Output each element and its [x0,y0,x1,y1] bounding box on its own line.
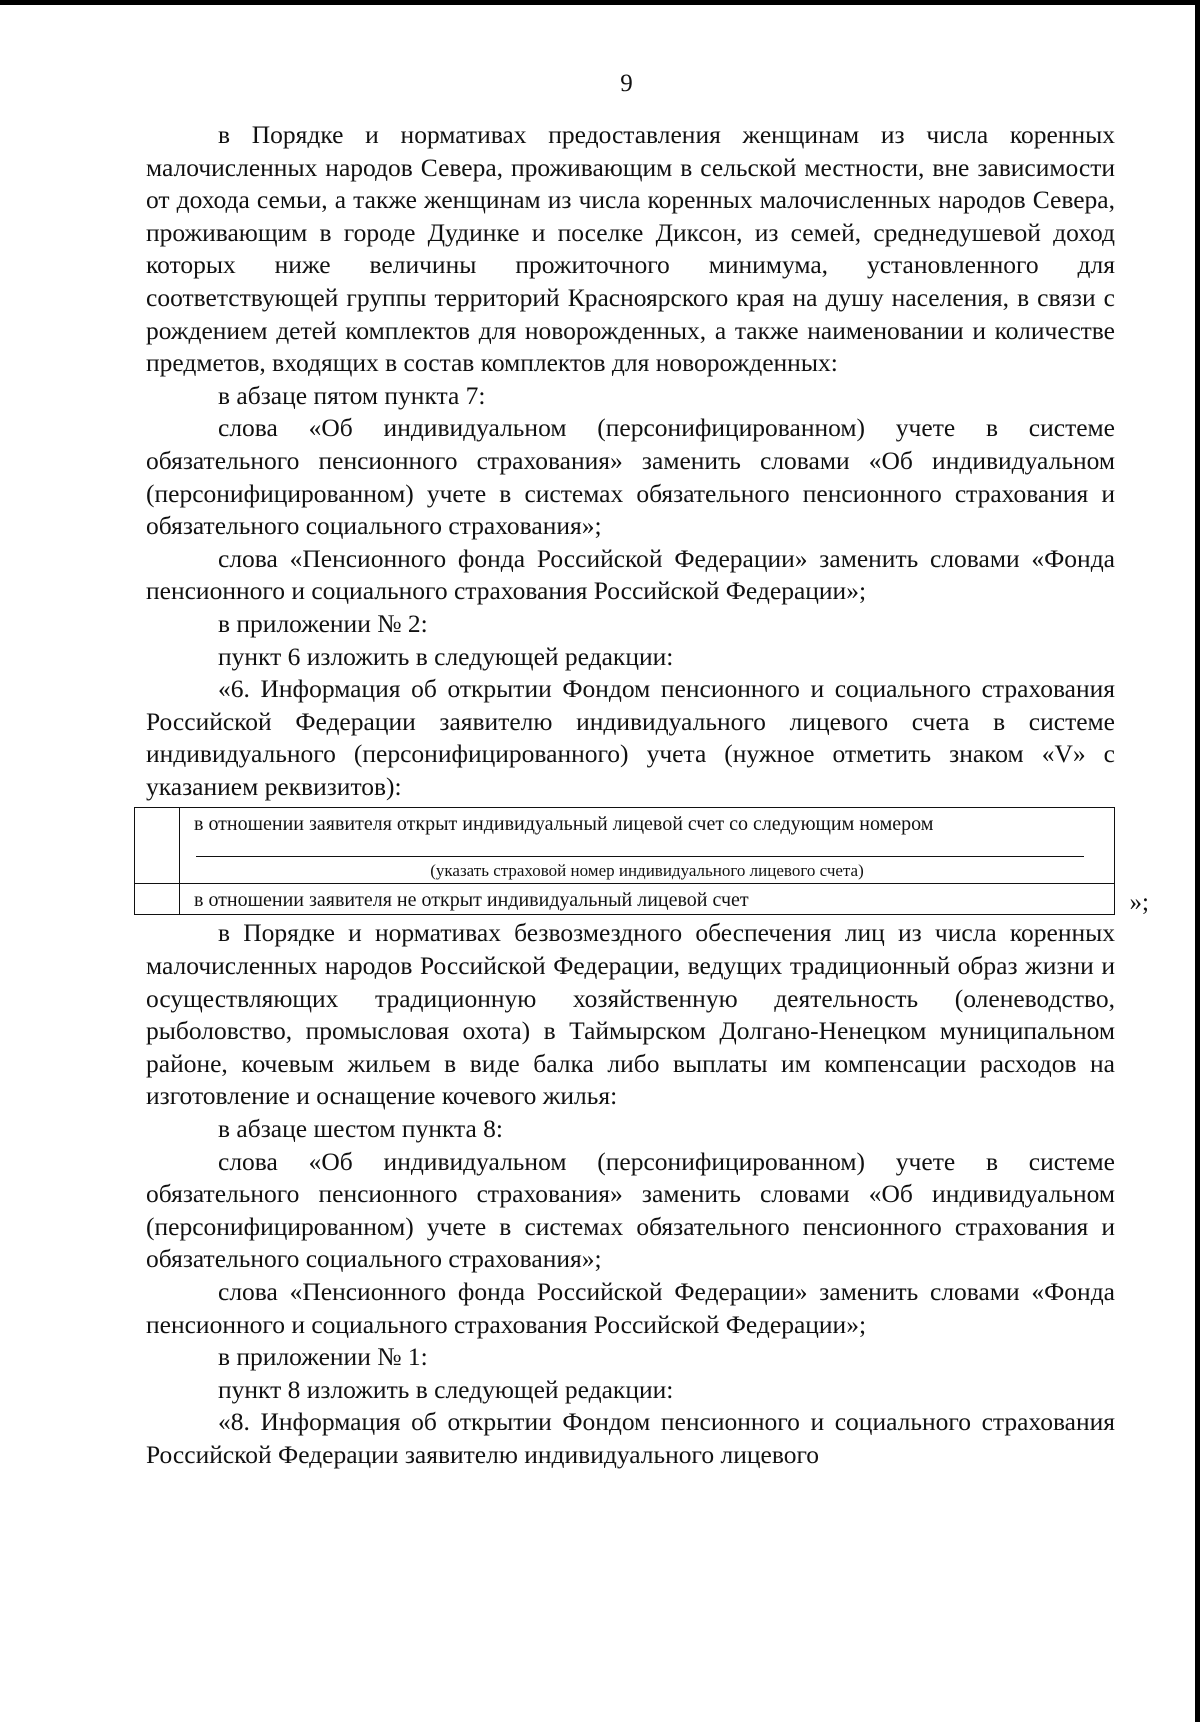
paragraph-item-8-intro: пункт 8 изложить в следующей редакции: [218,1374,674,1404]
paragraph-item-8-text: «8. Информация об открытии Фондом пенсионного и социального страхования Российской Федерации заявителю индивидуального лицевого [146,1407,1115,1469]
account-options-table [134,807,1115,915]
paragraph-replace-fund-words-2: слова «Пенсионного фонда Российской Федерации» заменить словами «Фонда пенсионного и социального страхования Российской Федерации»; [146,1277,1115,1339]
paragraph-clause-7: в абзаце пятом пункта 7: [218,380,486,410]
closing-quote: »; [1129,888,1149,916]
checkbox-cell-not-opened[interactable] [135,884,180,915]
account-number-blank-line [196,842,1084,857]
paragraph-order-newborn-kits: в Порядке и нормативах предоставления женщинам из числа коренных малочисленных народов Севера, проживающим в сельской местности, вне зависимости от дохода семьи, а также женщинам из числа коренных малочисленных народов Севера, проживающим в городе Дудинке и поселке Диксон, из семей, среднедушевой доход которых ниже величины прожиточного минимума, установленного для соответствующей группы территорий Красноярского края на душу населения, в связи с рождением детей комплектов для новорожденных, а также наименовании и количестве предметов, входящих в состав комплектов для новорожденных: [146,120,1115,378]
checkbox-cell-opened[interactable] [135,808,180,884]
paragraph-replace-accounting-words-2: слова «Об индивидуальном (персонифицированном) учете в системе обязательного пенсионного страхования» заменить словами «Об индивидуальном (персонифицированном) учете в системах обязательного пенсионного страхования и обязательного социального страхования»; [146,1146,1115,1274]
paragraph-appendix-2: в приложении № 2: [218,608,428,638]
scan-border-right [1195,0,1200,1722]
paragraph-appendix-1: в приложении № 1: [218,1342,428,1372]
option-opened-text: в отношении заявителя открыт индивидуальный лицевой счет со следующим номером [194,813,934,836]
account-options-table-wrapper [134,807,1149,916]
table-row [135,808,1115,884]
scan-border-top [0,0,1200,5]
paragraph-item-6-text: «6. Информация об открытии Фондом пенсионного и социального страхования Российской Федерации заявителю индивидуального лицевого счета в системе индивидуального (персонифицированного) учета (нужное отметить знаком «V» с указанием реквизитов): [146,674,1115,801]
paragraph-replace-fund-words: слова «Пенсионного фонда Российской Федерации» заменить словами «Фонда пенсионного и социального страхования Российской Федерации»; [146,543,1115,606]
paragraph-order-nomadic-housing: в Порядке и нормативах безвозмездного обеспечения лиц из числа коренных малочисленных народов Российской Федерации, ведущих традиционный образ жизни и осуществляющих традиционную хозяйственную деятельность (оленеводство, рыболовство, промысловая охота) в Таймырском Долгано-Ненецком муниципальном районе, кочевым жильем в виде балка либо выплаты им компенсации расходов на изготовление и оснащение кочевого жилья: [146,918,1115,1111]
account-number-hint: (указать страховой номер индивидуального лицевого счета) [430,861,864,881]
paragraph-replace-accounting-words: слова «Об индивидуальном (персонифицированном) учете в системе обязательного пенсионного страхования» заменить словами «Об индивидуальном (персонифицированном) учете в системах обязательного пенсионного страхования и обязательного социального страхования»; [146,413,1115,541]
paragraph-item-6-intro: пункт 6 изложить в следующей редакции: [218,641,674,671]
page-number: 9 [620,70,633,97]
table-row [135,884,1115,915]
option-not-opened-text: в отношении заявителя не открыт индивидуальный лицевой счет [180,884,1115,915]
paragraph-clause-8: в абзаце шестом пункта 8: [218,1114,504,1144]
document-body [146,119,1149,1472]
option-opened-cell [180,808,1115,884]
